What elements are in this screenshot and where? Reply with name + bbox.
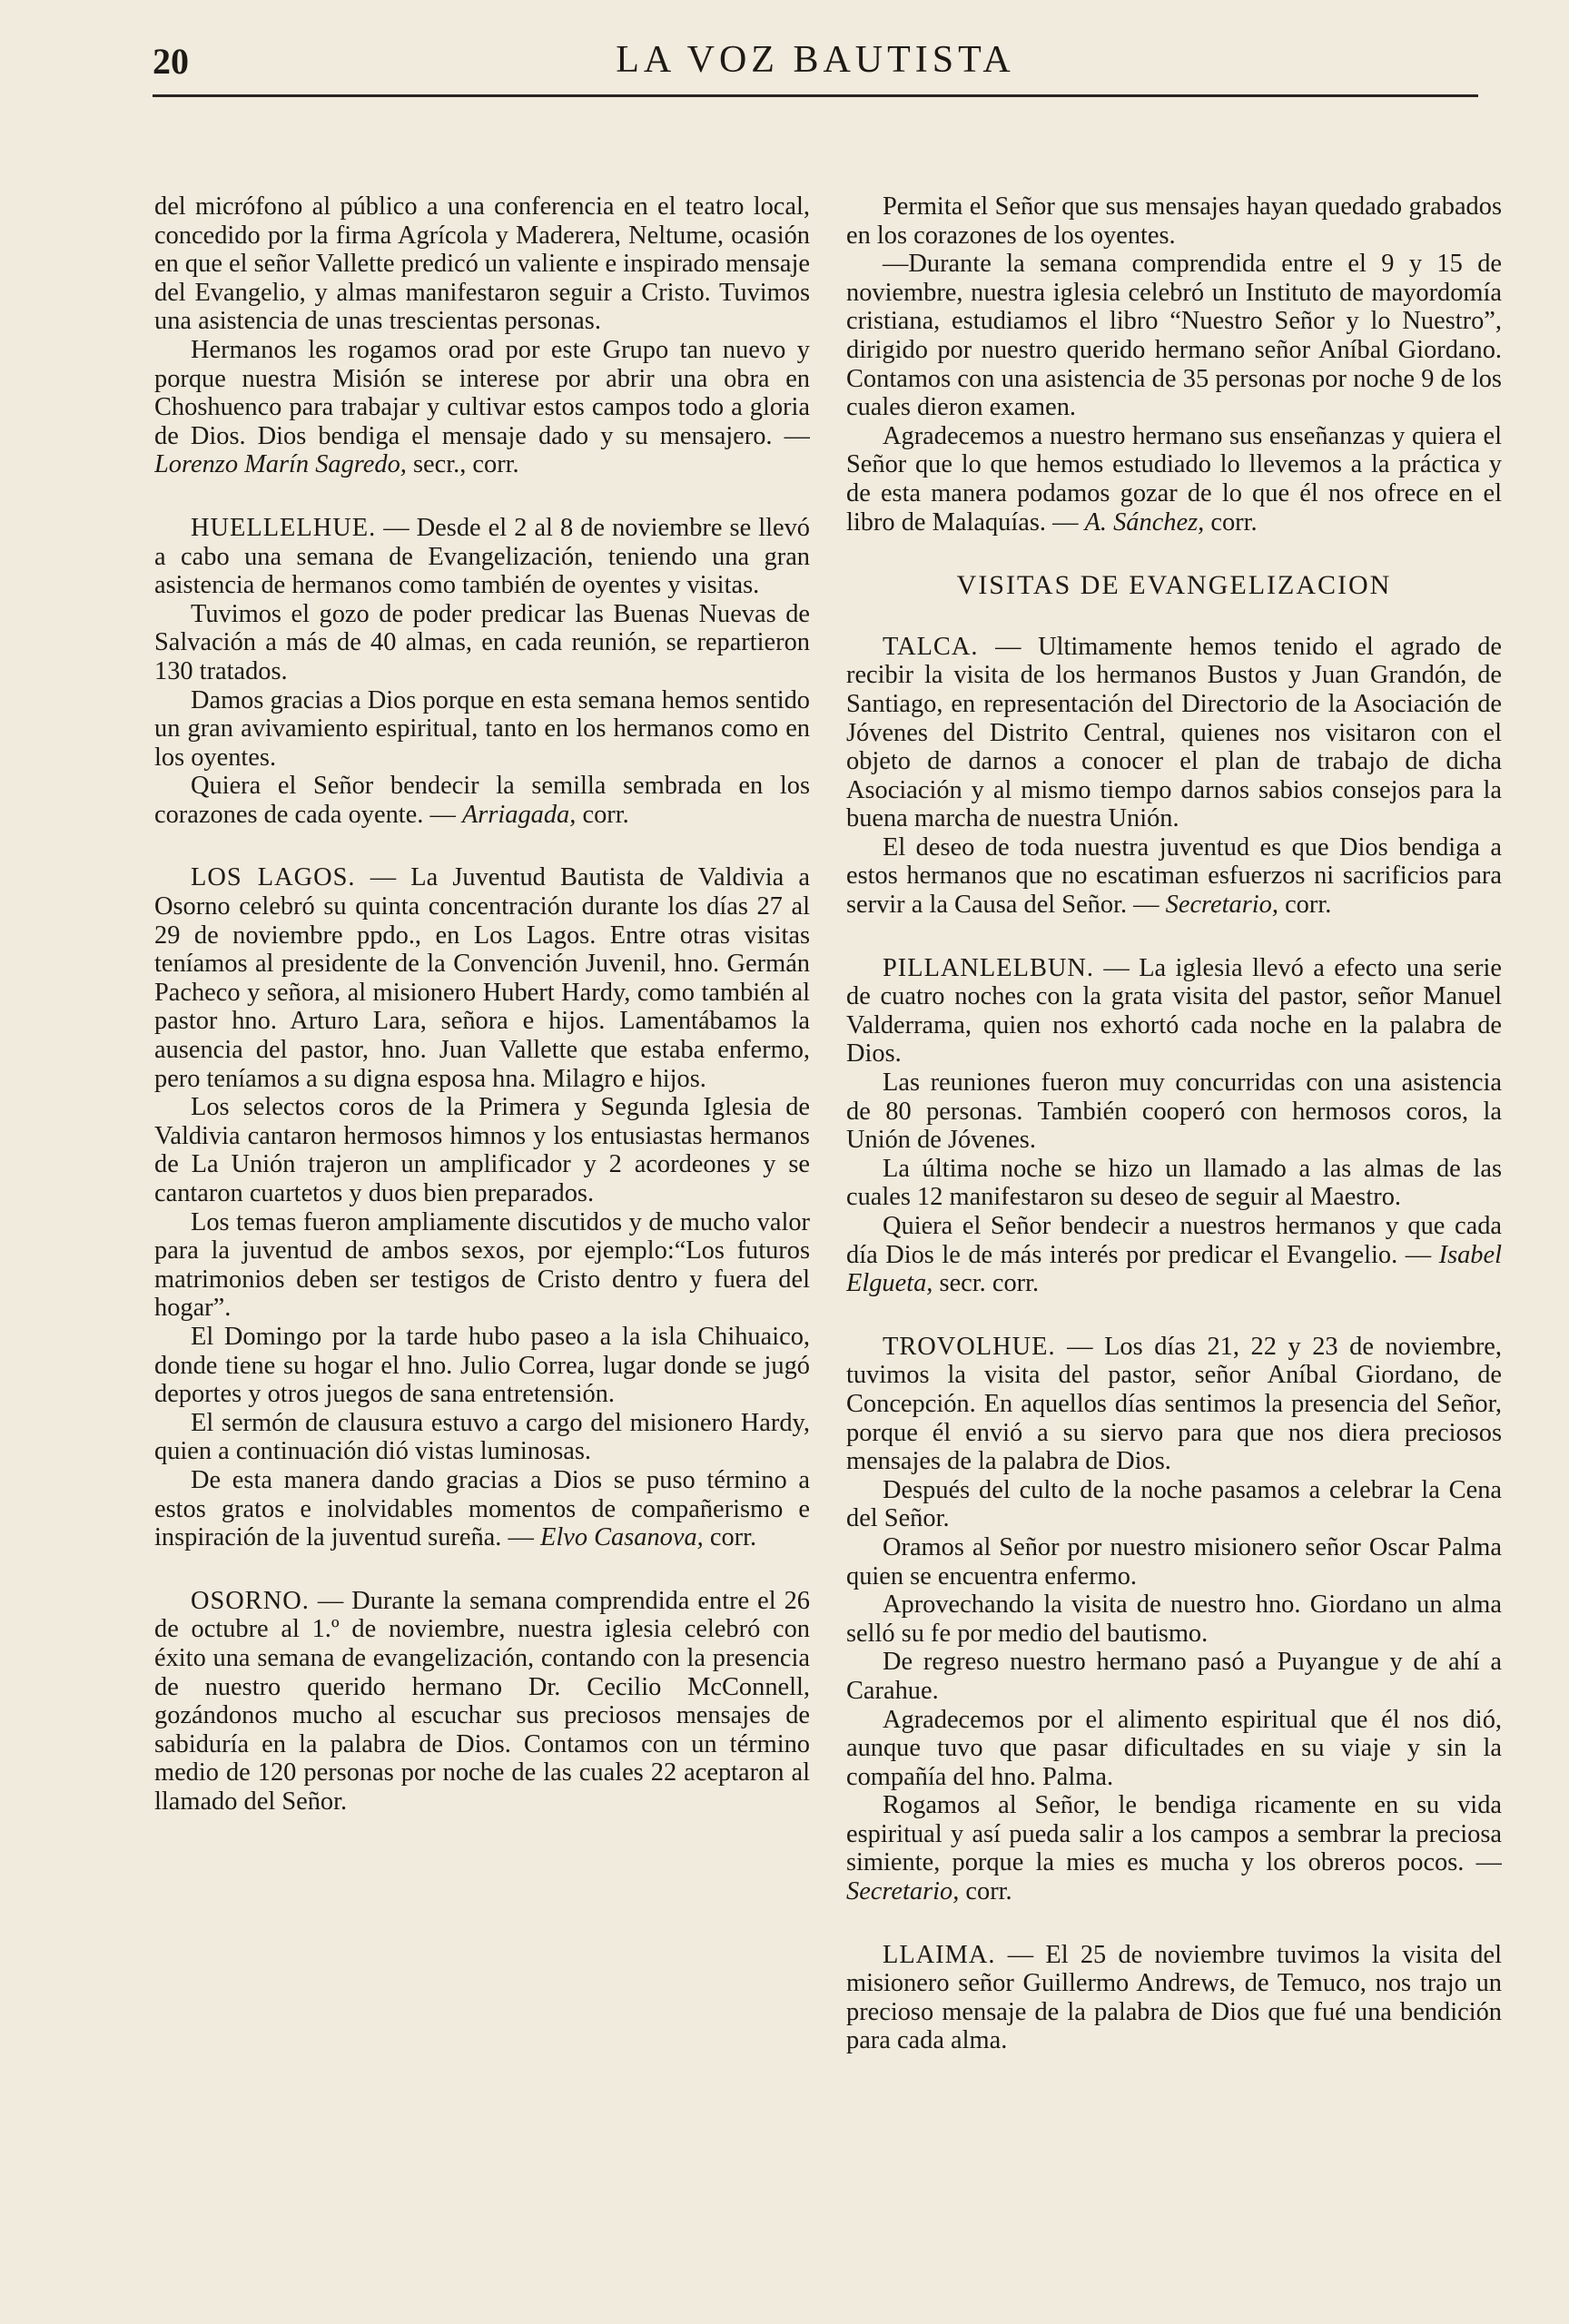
signature-suffix: corr. bbox=[1210, 507, 1258, 537]
signature: Secretario, bbox=[1165, 891, 1278, 920]
article-paragraph: La última noche se hizo un llamado a las almas de las cuales 12 manifestaron su deseo de seguir al Maestro. bbox=[846, 1154, 1502, 1212]
place-name: LOS LAGOS. bbox=[191, 863, 356, 892]
article-paragraph bbox=[154, 1466, 810, 1552]
article-paragraph bbox=[846, 1941, 1502, 2055]
article-trovolhue bbox=[846, 1333, 1502, 1906]
article-paragraph: Oramos al Señor por nuestro misionero señor Oscar Palma quien se encuentra enfermo. bbox=[846, 1532, 1502, 1590]
article-los-lagos bbox=[154, 863, 810, 1551]
article-paragraph bbox=[846, 1212, 1502, 1298]
paragraph-text: — Los días 21, 22 y 23 de noviembre, tuvimos la visita del pastor, señor Aníbal Giordano, de Concepción. En aquellos días sentimos la presencia del Señor, porque él envió a su siervo para que nos diera preciosos mensajes de la palabra de Dios. bbox=[846, 1332, 1502, 1476]
paragraph-text: Agradecemos a nuestro hermano sus enseñanzas y quiera el Señor que lo que hemos estudiado lo llevemos a la práctica y de esta manera podamos gozar de lo que él nos ofrece en el libro de Malaquías. — bbox=[846, 421, 1502, 537]
article-osorno bbox=[154, 1587, 810, 1817]
article-paragraph: El sermón de clausura estuvo a cargo del misionero Hardy, quien a continuación dió vistas luminosas. bbox=[154, 1408, 810, 1466]
article-paragraph bbox=[846, 422, 1502, 537]
signature-suffix: secr. corr. bbox=[939, 1269, 1040, 1298]
signature-suffix: secr., corr. bbox=[412, 450, 519, 479]
paragraph-text: — El 25 de noviembre tuvimos la visita del misionero señor Guillermo Andrews, de Temuco, nos trajo un precioso mensaje de la palabra de Dios que fué una bendición para cada alma. bbox=[846, 1940, 1502, 2055]
place-name: TROVOLHUE. bbox=[883, 1332, 1056, 1361]
article-paragraph: Los selectos coros de la Primera y Segunda Iglesia de Valdivia cantaron hermosos himnos y los entusiastas hermanos de La Unión trajeron un amplificador y 2 acordeones y se cantaron cuartetos y duos bien preparados. bbox=[154, 1093, 810, 1207]
article-talca bbox=[846, 633, 1502, 920]
right-column bbox=[846, 192, 1502, 2308]
article-osorno-continuation bbox=[846, 192, 1502, 537]
article-paragraph: Agradecemos por el alimento espiritual que él nos dió, aunque tuvo que pasar dificultades en su viaje y sin la compañía del hno. Palma. bbox=[846, 1705, 1502, 1791]
article-paragraph: Los temas fueron ampliamente discutidos y de mucho valor para la juventud de ambos sexos, por ejemplo:“Los futuros matrimonios deben ser testigos de Cristo dentro y fuera del hogar”. bbox=[154, 1207, 810, 1323]
signature: Elvo Casanova, bbox=[539, 1523, 704, 1552]
article-paragraph bbox=[154, 336, 810, 479]
journal-title: LA VOZ BAUTISTA bbox=[616, 39, 1015, 81]
paragraph-text: — Ultimamente hemos tenido el agrado de recibir la visita de los hermanos Bustos y Juan Grandón, de Santiago, en representación del Directorio de la Asociación de Jóvenes del Distrito Central, quienes nos visitaron con el objeto de darnos a conocer el plan de trabajo de dicha Asociación y al mismo tiempo darnos sabios consejos para la buena marcha de nuestra Unión. bbox=[846, 632, 1502, 833]
article-paragraph bbox=[846, 633, 1502, 833]
article-paragraph: Aprovechando la visita de nuestro hno. Giordano un alma selló su fe por medio del bautismo. bbox=[846, 1590, 1502, 1648]
place-name: HUELLELHUE. bbox=[191, 513, 377, 542]
article-neltume-continuation bbox=[154, 192, 810, 479]
signature-suffix: corr. bbox=[965, 1877, 1012, 1906]
place-name: PILLANLELBUN. bbox=[883, 953, 1094, 982]
article-huellelhue bbox=[154, 514, 810, 830]
article-paragraph bbox=[154, 1587, 810, 1817]
signature-suffix: corr. bbox=[582, 800, 629, 829]
paragraph-text: Hermanos les rogamos orad por este Grupo tan nuevo y porque nuestra Misión se interese por abrir una obra en Choshuenco para trabajar y cultivar estos campos todo a gloria de Dios. Dios bendiga el mensaje dado y su mensajero. — bbox=[154, 335, 810, 450]
article-paragraph bbox=[846, 833, 1502, 920]
paragraph-text: Quiera el Señor bendecir la semilla sembrada en los corazones de cada oyente. — bbox=[154, 772, 810, 829]
place-name: LLAIMA. bbox=[883, 1940, 996, 1969]
paragraph-text: Quiera el Señor bendecir a nuestros hermanos y que cada día Dios le de más interés por predicar el Evangelio. — bbox=[846, 1212, 1502, 1269]
article-paragraph: Las reuniones fueron muy concurridas con una asistencia de 80 personas. También cooperó con hermosos coros, la Unión de Jóvenes. bbox=[846, 1068, 1502, 1155]
paragraph-text: — Desde el 2 al 8 de noviembre se llevó a cabo una semana de Evangelización, teniendo una gran asistencia de hermanos como también de oyentes y visitas. bbox=[154, 513, 810, 600]
paragraph-text: Rogamos al Señor, le bendiga ricamente en su vida espiritual y así pueda salir a los campos a sembrar la preciosa simiente, porque la mies es mucha y los obreros pocos. — bbox=[846, 1791, 1502, 1877]
signature: A. Sánchez, bbox=[1084, 507, 1205, 537]
article-paragraph: Tuvimos el gozo de poder predicar las Buenas Nuevas de Salvación a más de 40 almas, en cada reunión, se repartieron 130 tratados. bbox=[154, 599, 810, 685]
article-paragraph bbox=[154, 514, 810, 600]
article-paragraph bbox=[846, 954, 1502, 1068]
signature: Secretario, bbox=[846, 1877, 960, 1906]
paragraph-text: — Durante la semana comprendida entre el 26 de octubre al 1.º de noviembre, nuestra iglesia celebró con éxito una semana de evangelización, contando con la presencia de nuestro querido hermano Dr. Cecilio McConnell, gozándonos mucho al escuchar sus preciosos mensajes de sabiduría en la palabra de Dios. Contamos con un término medio de 120 personas por noche de las cuales 22 aceptaron al llamado del Señor. bbox=[154, 1586, 810, 1816]
signature: Arriagada, bbox=[461, 800, 577, 829]
article-paragraph: —Durante la semana comprendida entre el 9 y 15 de noviembre, nuestra iglesia celebró un Instituto de mayordomía cristiana, estudiamos el libro “Nuestro Señor y lo Nuestro”, dirigido por nuestro querido hermano señor Aníbal Giordano. Contamos con una asistencia de 35 personas por noche 9 de los cuales dieron examen. bbox=[846, 250, 1502, 422]
paragraph-text: El deseo de toda nuestra juventud es que Dios bendiga a estos hermanos que no escatiman esfuerzos ni sacrificios para servir a la Causa del Señor. — bbox=[846, 832, 1502, 920]
paragraph-text: De esta manera dando gracias a Dios se puso término a estos gratos e inolvidables momentos de compañerismo e inspiración de la juventud sureña. — bbox=[154, 1465, 810, 1552]
page-header bbox=[153, 36, 1478, 100]
article-paragraph: Después del culto de la noche pasamos a celebrar la Cena del Señor. bbox=[846, 1475, 1502, 1533]
article-llaima bbox=[846, 1941, 1502, 2055]
signature: Lorenzo Marín Sagredo, bbox=[154, 450, 407, 479]
article-paragraph: del micrófono al público a una conferencia en el teatro local, concedido por la firma Agrícola y Maderera, Neltume, ocasión en que el señor Vallette predicó un valiente e inspirado mensaje del Evangelio, y almas manifestaron seguir a Cristo. Tuvimos una asistencia de unas trescientas personas. bbox=[154, 192, 810, 336]
place-name: OSORNO. bbox=[191, 1586, 310, 1615]
signature-suffix: corr. bbox=[709, 1523, 757, 1552]
signature: Isabel Elgueta, bbox=[846, 1240, 1502, 1298]
article-paragraph: Damos gracias a Dios porque en esta semana hemos sentido un gran avivamiento espiritual, tanto en los hermanos como en los oyentes. bbox=[154, 685, 810, 772]
place-name: TALCA. bbox=[883, 632, 979, 661]
article-paragraph: Permita el Señor que sus mensajes hayan quedado grabados en los corazones de los oyentes. bbox=[846, 192, 1502, 250]
article-paragraph bbox=[154, 772, 810, 829]
article-paragraph bbox=[846, 1333, 1502, 1476]
article-pillanlelbun bbox=[846, 954, 1502, 1298]
section-heading: VISITAS DE EVANGELIZACION bbox=[956, 570, 1392, 601]
header-rule bbox=[153, 94, 1478, 97]
paragraph-text: — La iglesia llevó a efecto una serie de cuatro noches con la grata visita del pastor, señor Manuel Valderrama, quien nos exhortó cada noche en la palabra de Dios. bbox=[846, 953, 1502, 1068]
page-number: 20 bbox=[153, 41, 189, 82]
left-column bbox=[154, 192, 810, 2308]
paragraph-text: — La Juventud Bautista de Valdivia a Osorno celebró su quinta concentración durante los días 27 al 29 de noviembre ppdo., en Los Lagos. Entre otras visitas teníamos al presidente de la Convención Juvenil, hno. Germán Pacheco y señora, al misionero Hubert Hardy, como también al pastor hno. Arturo Lara, señora e hijos. Lamentábamos la ausencia del pastor, hno. Juan Vallette que estaba enfermo, pero teníamos a su digna esposa hna. Milagro e hijos. bbox=[154, 863, 810, 1093]
signature-suffix: corr. bbox=[1285, 891, 1332, 920]
article-paragraph: El Domingo por la tarde hubo paseo a la isla Chihuaico, donde tiene su hogar el hno. Julio Correa, lugar donde se jugó deportes y otros juegos de sana entretensión. bbox=[154, 1322, 810, 1409]
article-paragraph: De regreso nuestro hermano pasó a Puyangue y de ahí a Carahue. bbox=[846, 1648, 1502, 1705]
article-paragraph bbox=[154, 863, 810, 1093]
article-paragraph bbox=[846, 1791, 1502, 1905]
